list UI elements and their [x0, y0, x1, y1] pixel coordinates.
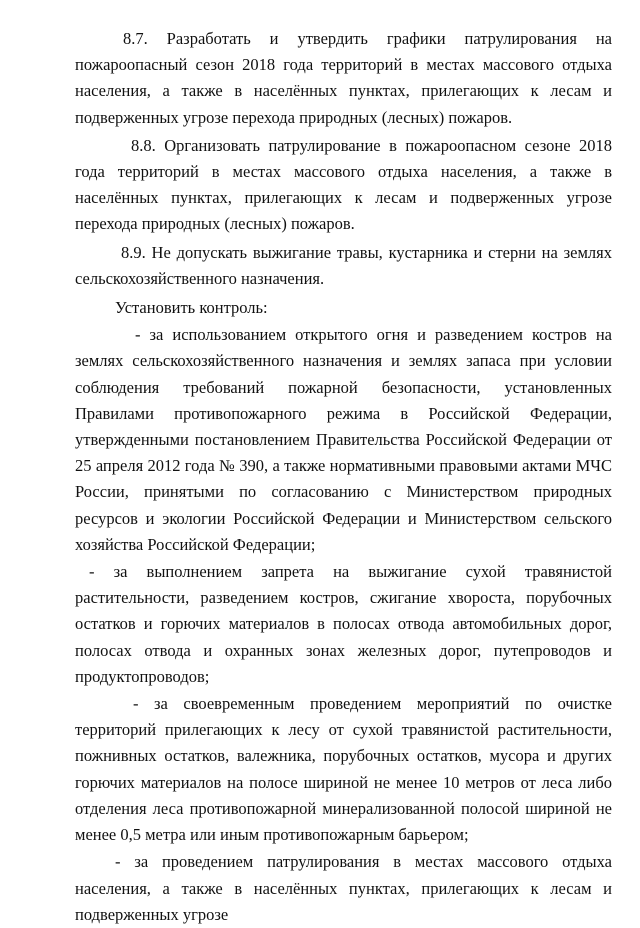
- paragraph-8-9: 8.9. Не допускать выжигание травы, кустарника и стерни на землях сельскохозяйственного назначения.: [75, 242, 612, 288]
- control-item-open-fire: - за использованием открытого огня и разведением костров на землях сельскохозяйственного назначения и землях запаса при условии соблюдения требований пожарной безопасности, установленных Правилами противопожарного режима в Российской Федерации, утвержденными постановлением Правительства Российской Федерации от 25 апреля 2012 года № 390, а также нормативными правовыми актами МЧС России, принятыми по согласованию с Министерством природных ресурсов и экологии Российской Федерации и Министерством сельского хозяйства Российской Федерации;: [75, 325, 612, 554]
- control-heading: Установить контроль:: [115, 298, 268, 318]
- control-item-territory-cleaning: - за своевременным проведением мероприятий по очистке территорий прилегающих к лесу от сухой травянистой растительности, пожнивных остатков, валежника, порубочных остатков, мусора и других горючих материалов на полосе шириной не менее 10 метров от леса либо отделения леса противопожарной минерализованной полосой шириной не менее 0,5 метра или иным противопожарным барьером;: [75, 694, 612, 845]
- control-item-patrolling: - за проведением патрулирования в местах массового отдыха населения, а также в населённых пунктах, прилегающих к лесам и подверженных угрозе: [75, 852, 612, 924]
- control-item-burning-ban: - за выполнением запрета на выжигание сухой травянистой растительности, разведением костров, сжигание хвороста, порубочных остатков и горючих материалов в полосах отвода автомобильных дорог, полосах отвода и охранных зонах железных дорог, путепроводов и продуктопроводов;: [75, 562, 612, 686]
- paragraph-8-7: 8.7. Разработать и утвердить графики патрулирования на пожароопасный сезон 2018 года территорий в местах массового отдыха населения, а также в населённых пунктах, прилегающих к лесам и подверженных угрозе перехода природных (лесных) пожаров.: [75, 29, 612, 127]
- paragraph-8-8: 8.8. Организовать патрулирование в пожароопасном сезоне 2018 года территорий в местах массового отдыха населения, а также в населённых пунктах, прилегающих к лесам и подверженных угрозе перехода природных (лесных) пожаров.: [75, 135, 612, 234]
